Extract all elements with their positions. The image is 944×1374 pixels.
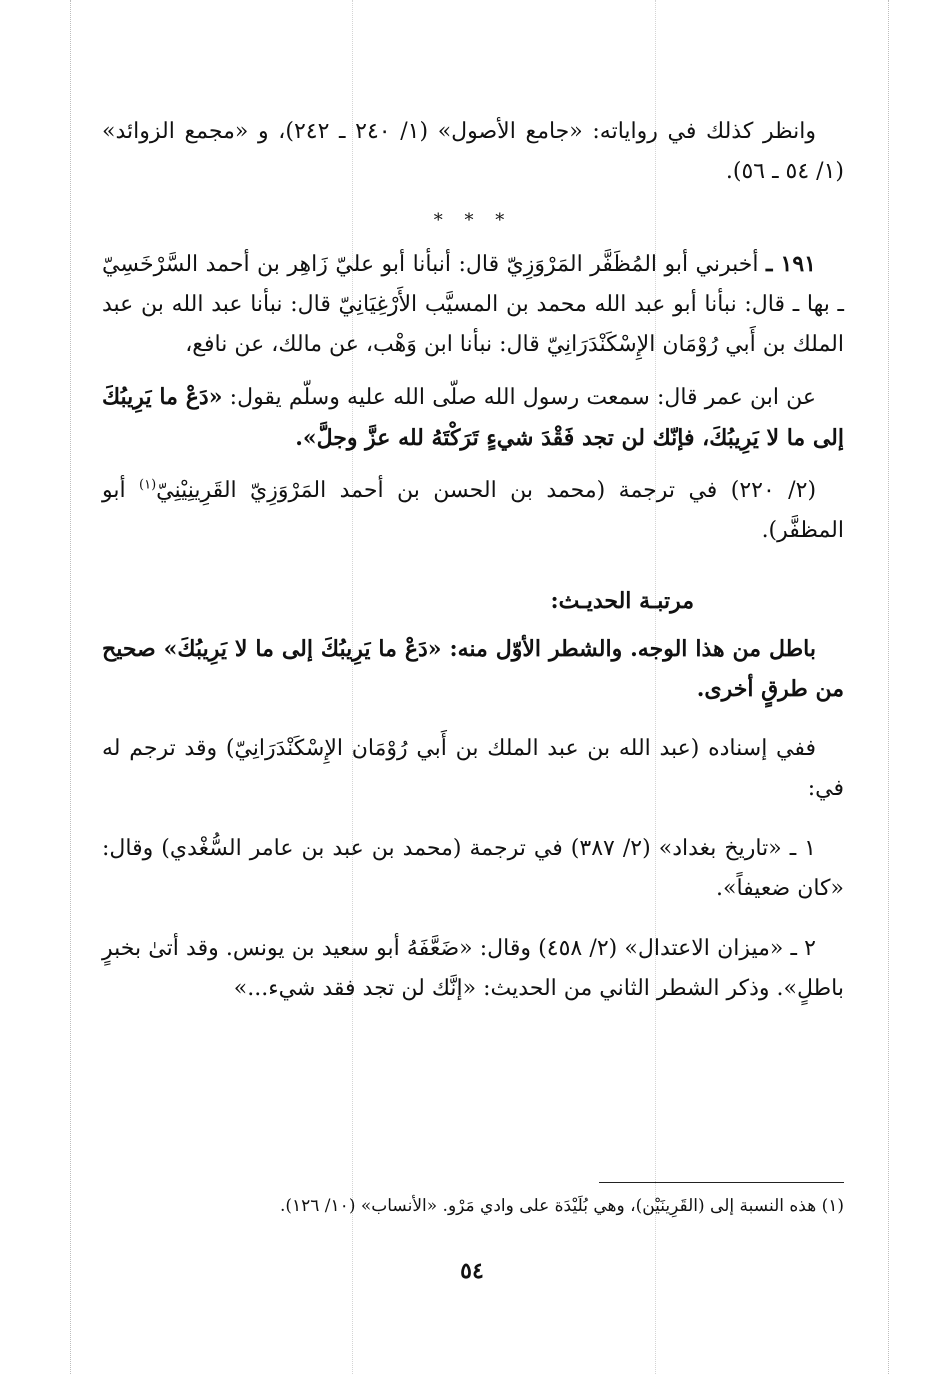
section-heading: مرتبـة الحديـث: (550, 588, 694, 614)
paragraph-text: أبو المظفَّر). (102, 478, 844, 543)
scan-dotted-line (70, 0, 71, 1374)
paragraph-text: ٢ ـ «ميزان الاعتدال» (٢/ ٤٥٨) وقال: «ضَعَّفَهُ أبو سعيد بن يونس. وقد أتىٰ بخبرٍ باطلٍ». وذكر الشطر الثاني من الحديث: «إنَّك لن تجد فقد شيء...» (102, 936, 844, 1001)
main-text (102, 112, 844, 1021)
paragraph-source (102, 471, 844, 551)
section-separator: * * * (433, 210, 513, 231)
page-number: ٥٤ (460, 1258, 484, 1284)
paragraph-text: ففي إسناده (عبد الله بن عبد الملك بن أَبي رُوْمَان الإِسْكَنْدَرَانِيّ) وقد ترجم له في: (102, 736, 844, 801)
paragraph-hadith-chain (102, 244, 844, 365)
paragraph-text: باطل من هذا الوجه. والشطر الأوّل منه: «دَعْ ما يَرِيبُكَ إلى ما لا يَرِيبُكَ» صحيح من طرقٍ أخرى. (102, 636, 844, 702)
paragraph-text: ١ ـ «تاريخ بغداد» (٢/ ٣٨٧) في ترجمة (محمد بن عبد بن عامر السُّغْدي) وقال: «كان ضعيفاً». (102, 836, 844, 901)
paragraph-text: عن ابن عمر قال: سمعت رسول الله صلّى الله عليه وسلّم يقول: (222, 385, 817, 410)
paragraph-verdict (102, 629, 844, 709)
footnote-divider (599, 1182, 844, 1183)
hadith-number: ١٩١ ـ (765, 251, 816, 277)
paragraph-isnad (102, 729, 844, 809)
paragraph-hadith-text (102, 377, 844, 459)
footnote: (١) هذه النسبة إلى (القَرِينَيْن)، وهي بُلَيْدَة على وادي مَرْو. «الأنساب» (١٠/ ١٢٦). (279, 1196, 844, 1216)
paragraph-ref-1 (102, 829, 844, 909)
paragraph-ref-2 (102, 929, 844, 1009)
paragraph-text: أخبرني أبو المُظَفَّر المَرْوَزِيّ قال: أنبأنا أبو عليّ زَاهِر بن أحمد السَّرْخَسِيّ ـ بها ـ قال: نبأنا أبو عبد الله محمد بن المسيَّب الأَرْغِيَانِيّ قال: نبأنا عبد الله بن عبد الملك بن أَبي رُوْمَان الإِسْكَنْدَرَانِيّ قال: نبأنا ابن وَهْب، عن مالك، عن نافع، (102, 252, 844, 357)
paragraph-text: وانظر كذلك في رواياته: «جامع الأصول» (١/ ٢٤٠ ـ ٢٤٢)، و «مجمع الزوائد» (١/ ٥٤ ـ ٥٦). (102, 119, 844, 184)
paragraph-references (102, 112, 844, 192)
scan-dotted-line (888, 0, 889, 1374)
paragraph-text: (٢/ ٢٢٠) في ترجمة (محمد بن الحسن بن أحمد المَرْوَزِيّ القَرِينِيْنِيّ (156, 478, 817, 503)
footnote-marker: (١) (139, 477, 157, 493)
hadith-quote: «دَعْ ما يَرِيبُكَ إلى ما لا يَرِيبُكَ، فإنّك لن تجد فَقْدَ شيءٍ تَرَكْتَهُ لله عزَّ وجلَّ». (102, 384, 844, 451)
